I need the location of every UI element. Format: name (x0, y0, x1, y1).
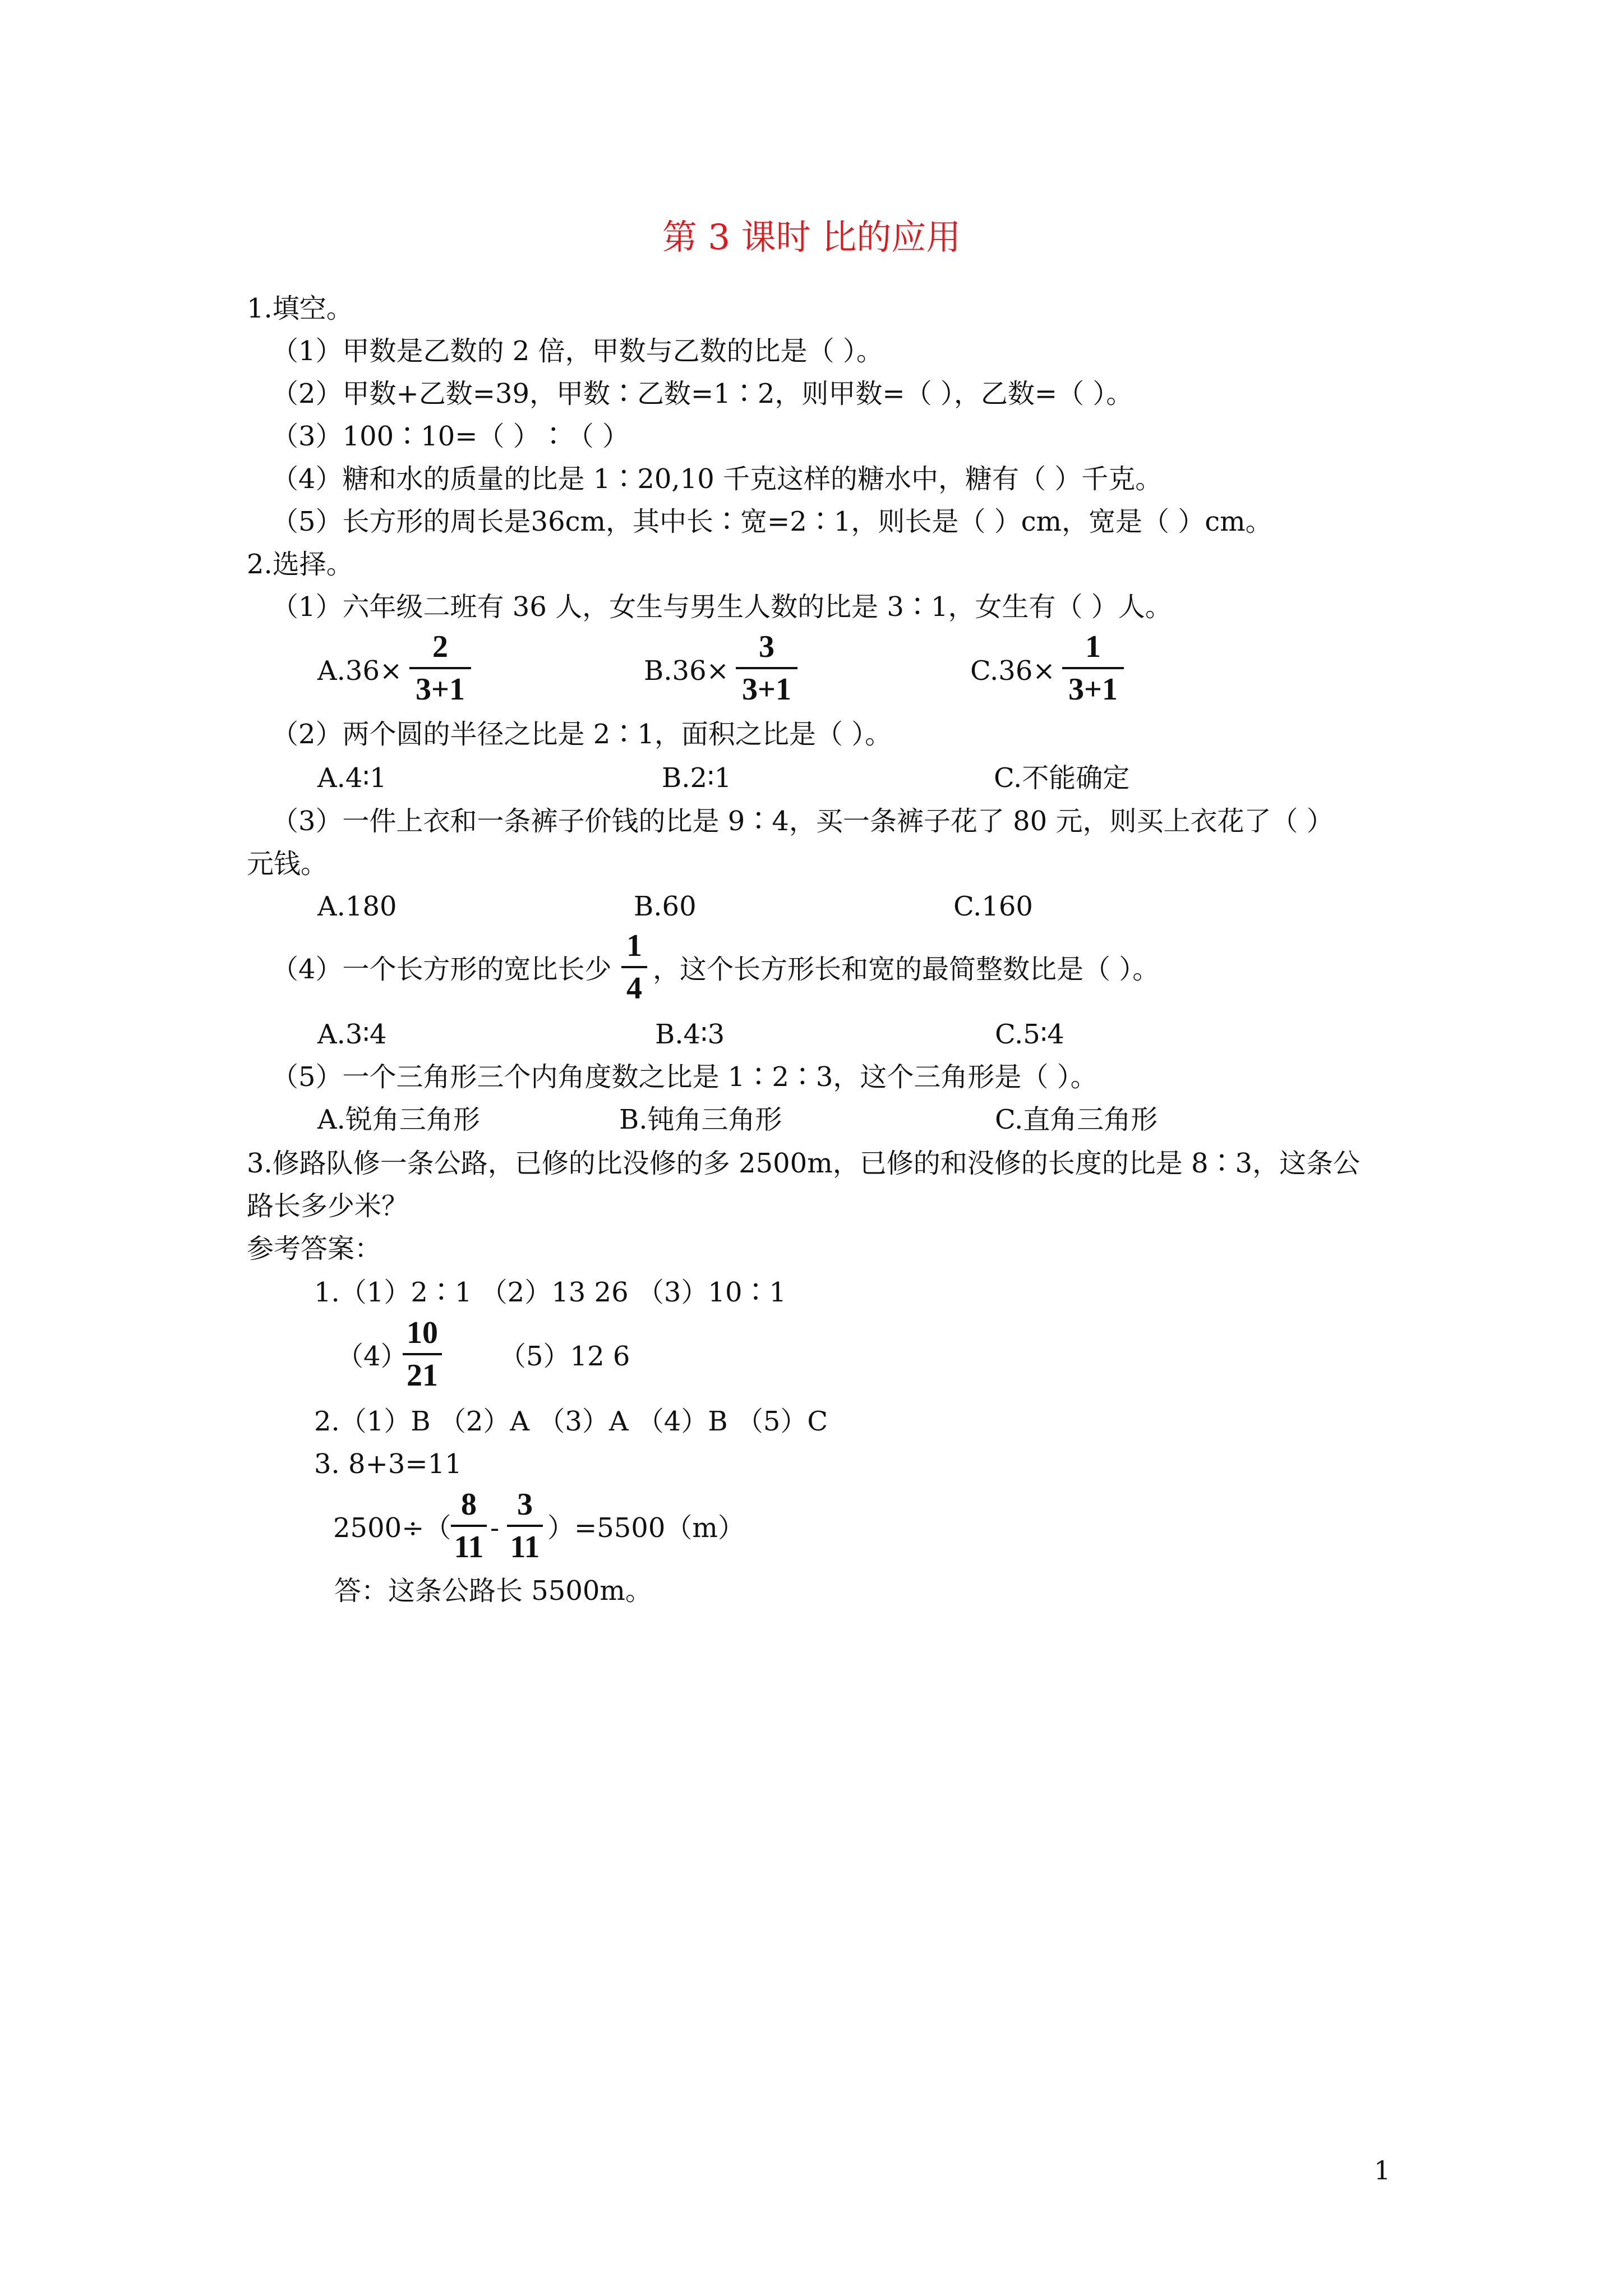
fraction-bar (403, 1353, 442, 1355)
fraction-bar (507, 1525, 543, 1527)
answer-3-fraction-2 (507, 1489, 543, 1563)
q2-p4-option-b: B.4∶3 (655, 1019, 725, 1050)
q1-item-4: （4）糖和水的质量的比是 1∶20,10 千克这样的糖水中，糖有（ ）千克。 (271, 463, 1163, 495)
q2-heading: 2.选择。 (247, 549, 353, 580)
q1-item-3: （3）100∶10=（ ）∶（ ） (271, 421, 629, 452)
q2-p4-stem-b: ，这个长方形长和宽的最简整数比是（ ）。 (653, 954, 1160, 985)
fraction-numerator: 8 (461, 1487, 477, 1522)
q2-p1-option-c-fraction (1062, 631, 1124, 705)
fraction-bar (621, 966, 647, 968)
fraction-bar (1062, 667, 1124, 669)
q2-p3-option-a: A.180 (317, 891, 397, 922)
answer-3-conclusion: 答：这条公路长 5500m。 (334, 1575, 652, 1607)
fraction-denominator: 11 (454, 1530, 484, 1565)
fraction-denominator: 11 (510, 1530, 540, 1565)
q2-p1-option-b-fraction (736, 631, 797, 705)
q2-p3-option-c: C.160 (953, 891, 1033, 922)
fraction-bar (409, 667, 471, 669)
fraction-numerator: 2 (432, 629, 448, 664)
q2-p1-option-b-prefix: B.36× (644, 655, 729, 687)
q2-p4-fraction (621, 930, 647, 1004)
q2-p4-option-c: C.5∶4 (995, 1019, 1064, 1050)
q2-p2-option-c: C.不能确定 (994, 762, 1130, 794)
q2-p1-option-c-prefix: C.36× (970, 655, 1055, 687)
q2-p1-option-a-fraction (409, 631, 471, 705)
page-number: 1 (1374, 2155, 1391, 2185)
answer-1-line: 1.（1）2∶1 （2）13 26 （3）10∶1 (314, 1277, 787, 1308)
answer-1-4-prefix: （4） (336, 1341, 408, 1372)
q1-heading: 1.填空。 (247, 293, 353, 324)
q3-line-2: 路长多少米？ (247, 1190, 409, 1222)
fraction-denominator: 3+1 (742, 672, 791, 707)
q2-p3-stem: （3）一件上衣和一条裤子价钱的比是 9∶4，买一条裤子花了 80 元，则买上衣花了（ ） (271, 806, 1334, 837)
q2-p1-option-a-prefix: A.36× (317, 655, 403, 687)
fraction-bar (451, 1525, 487, 1527)
fraction-bar (736, 667, 797, 669)
fraction-numerator: 1 (1085, 629, 1101, 664)
answer-3-line-1: 3. 8+3=11 (314, 1448, 462, 1480)
fraction-denominator: 4 (626, 971, 642, 1006)
answer-2-line: 2.（1）B （2）A （3）A （4）B （5）C (314, 1406, 828, 1437)
q2-p4-option-a: A.3∶4 (317, 1019, 387, 1050)
answer-1-5: （5）12 6 (499, 1341, 630, 1372)
q2-p2-stem: （2）两个圆的半径之比是 2∶1，面积之比是（ ）。 (271, 719, 892, 750)
q1-item-1: （1）甲数是乙数的 2 倍，甲数与乙数的比是（ ）。 (271, 335, 883, 367)
q3-line-1: 3.修路队修一条公路，已修的比没修的多 2500m，已修的和没修的长度的比是 8∶3，这条公 (247, 1148, 1361, 1179)
q2-p1-stem: （1）六年级二班有 36 人，女生与男生人数的比是 3∶1，女生有（ ）人。 (271, 591, 1172, 623)
answer-3-fraction-1 (451, 1489, 487, 1563)
q1-item-5: （5）长方形的周长是36cm，其中长∶宽=2∶1，则长是（ ）cm，宽是（ ）cm。 (271, 506, 1272, 537)
q1-item-2: （2）甲数+乙数=39，甲数∶乙数=1∶2，则甲数=（ ），乙数=（ ）。 (271, 378, 1133, 409)
q2-p5-option-b: B.钝角三角形 (619, 1104, 782, 1135)
answer-1-4-fraction (403, 1317, 442, 1391)
q2-p4-stem-a: （4）一个长方形的宽比长少 (271, 954, 612, 985)
q2-p5-option-a: A.锐角三角形 (317, 1104, 480, 1135)
fraction-denominator: 3+1 (416, 672, 465, 707)
q2-p2-option-a: A.4∶1 (317, 762, 387, 794)
fraction-numerator: 3 (517, 1487, 533, 1522)
answers-heading: 参考答案： (247, 1233, 382, 1264)
fraction-denominator: 21 (407, 1358, 438, 1393)
q2-p3-option-b: B.60 (634, 891, 697, 922)
answer-3-expr-suffix: ）=5500（m） (547, 1512, 745, 1544)
fraction-numerator: 1 (626, 928, 642, 963)
fraction-numerator: 3 (759, 629, 774, 664)
q2-p3-stem-continued: 元钱。 (247, 848, 328, 880)
fraction-denominator: 3+1 (1068, 672, 1118, 707)
answer-3-minus: - (490, 1512, 500, 1544)
answer-3-expr-prefix: 2500÷（ (333, 1512, 451, 1544)
q2-p5-stem: （5）一个三角形三个内角度数之比是 1∶2∶3，这个三角形是（ ）。 (271, 1061, 1098, 1093)
fraction-numerator: 10 (407, 1315, 438, 1350)
page-title: 第 3 课时 比的应用 (662, 217, 961, 257)
q2-p5-option-c: C.直角三角形 (995, 1104, 1158, 1135)
q2-p2-option-b: B.2∶1 (662, 762, 732, 794)
